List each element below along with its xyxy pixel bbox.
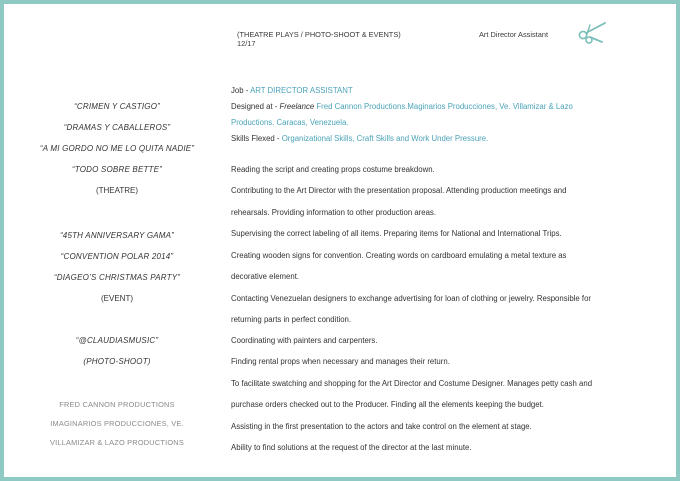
project-title: “CONVENTION POLAR 2014” <box>60 252 174 261</box>
company-name: VILLAMIZAR & LAZO PRODUCTIONS <box>50 438 184 447</box>
header-role: Art Director Assistant <box>479 30 548 39</box>
duty-line: To facilitate swatching and shopping for the Art Director and Costume Designer. Manages petty cash and <box>231 379 593 388</box>
designed-label: Designed at - <box>231 102 280 111</box>
duty-line: decorative element. <box>231 272 300 281</box>
job-title: ART DIRECTOR ASSISTANT <box>250 86 353 95</box>
category-label-theatre: (THEATRE) <box>95 186 139 195</box>
project-title: “A MI GORDO NO ME LO QUITA NADIE” <box>39 144 195 153</box>
duty-line: Coordinating with painters and carpenters. <box>231 336 378 345</box>
duty-line: Creating wooden signs for convention. Creating words on cardboard emulating a metal texture as <box>231 251 567 260</box>
designed-location: Productions. Caracas, Venezuela. <box>231 118 349 127</box>
company-name: IMAGINARIOS PRODUCCIONES, VE. <box>50 419 184 428</box>
project-title: “DIAGEO’S CHRISTMAS PARTY” <box>53 273 181 282</box>
project-title: “CRIMEN Y CASTIGO” <box>74 102 160 111</box>
header-categories <box>237 30 401 48</box>
skills-label: Skills Flexed - <box>231 134 282 143</box>
designed-companies: Fred Cannon Productions.Maginarios Producciones, Ve. Villamizar & Lazo <box>314 102 573 111</box>
skills-line <box>231 134 651 143</box>
header-categories-text: (THEATRE PLAYS / PHOTO-SHOOT & EVENTS) <box>237 30 401 39</box>
project-title: “45TH ANNIVERSARY GAMA” <box>59 231 175 240</box>
header-date: 12/17 <box>237 39 256 48</box>
duty-line: Contacting Venezuelan designers to exchange advertising for loan of clothing or jewelry. Responsible for <box>231 294 592 303</box>
project-title: “DRAMAS Y CABALLEROS” <box>63 123 171 132</box>
designed-at-line <box>231 102 651 111</box>
skills-list: Organizational Skills, Craft Skills and Work Under Pressure. <box>281 134 489 143</box>
job-line <box>231 86 651 95</box>
resume-page <box>4 4 676 477</box>
duty-line: Contributing to the Art Director with the presentation proposal. Attending production meetings and <box>231 186 567 195</box>
company-name: FRED CANNON PRODUCTIONS <box>59 400 175 409</box>
duty-line: returning parts in perfect condition. <box>231 315 352 324</box>
job-label: Job - <box>231 86 251 95</box>
duty-line: Supervising the correct labeling of all items. Preparing items for National and International Trips. <box>231 229 562 238</box>
duty-line: Assisting in the first presentation to the actors and take control on the element at stage. <box>231 422 532 431</box>
category-label-event: (EVENT) <box>101 294 133 303</box>
duty-line: Ability to find solutions at the request of the director at the last minute. <box>231 443 472 452</box>
duty-line: rehearsals. Providing information to other production areas. <box>231 208 436 217</box>
duty-line: Reading the script and creating props costume breakdown. <box>231 165 435 174</box>
scissors-icon <box>576 20 608 44</box>
duty-line: purchase orders checked out to the Producer. Finding all the elements keeping the budget. <box>231 400 544 409</box>
duty-line: Finding rental props when necessary and manages their return. <box>231 357 450 366</box>
project-title: “TODO SOBRE BETTE” <box>71 165 163 174</box>
project-title: “@CLAUDIASMUSIC” <box>75 336 159 345</box>
designed-mode: Freelance <box>279 102 315 111</box>
category-label-photo-shoot: (PHOTO-SHOOT) <box>83 357 151 366</box>
